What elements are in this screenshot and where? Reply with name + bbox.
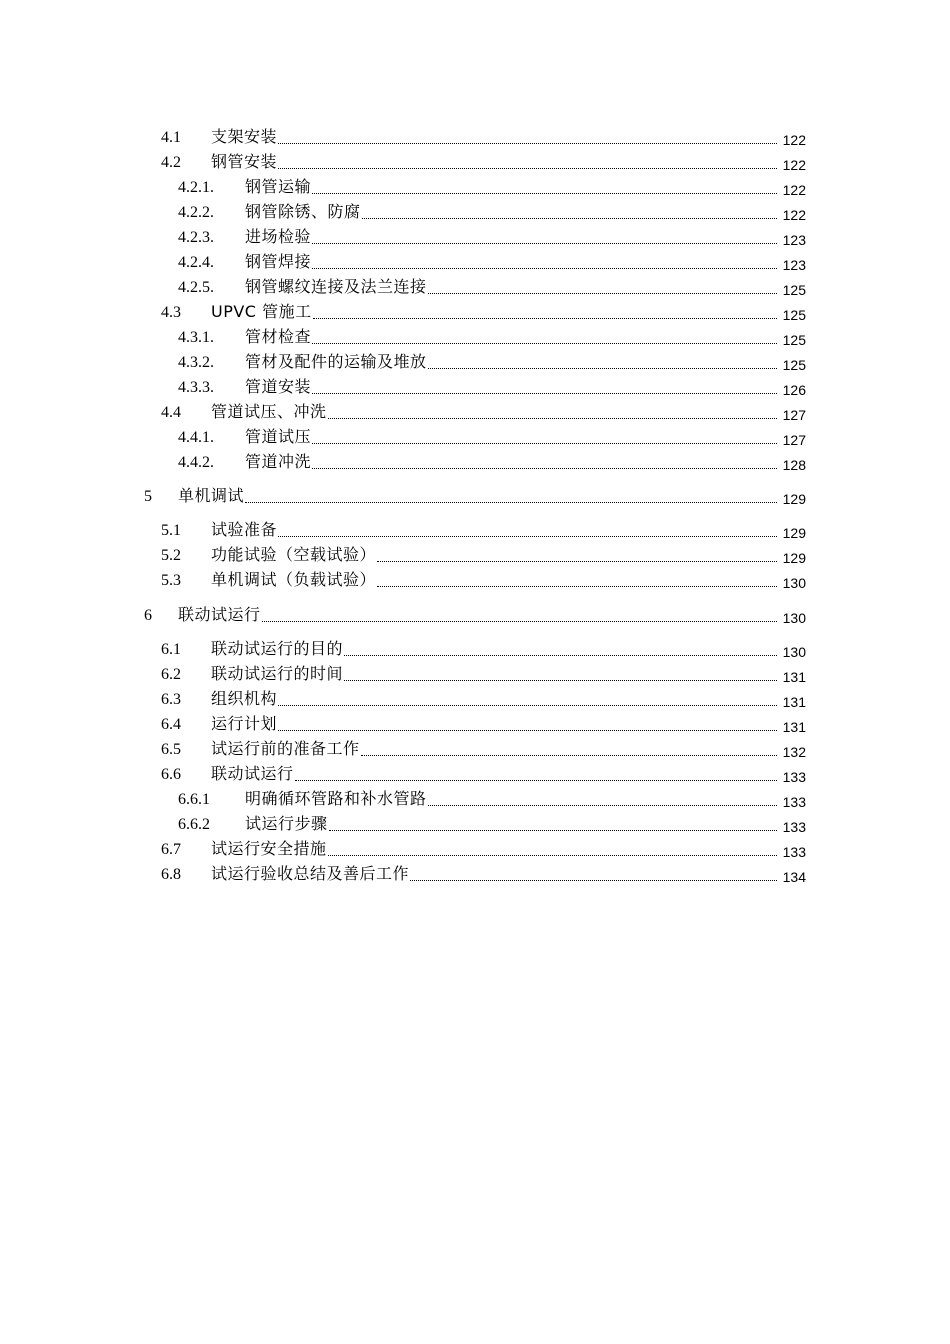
leader-dots xyxy=(428,292,777,294)
toc-title: 钢管焊接 xyxy=(245,252,312,271)
toc-number: 4.2 xyxy=(161,154,181,171)
toc-entry-4-2-4[interactable] xyxy=(0,252,950,276)
toc-entry-4-2[interactable] xyxy=(0,152,950,176)
toc-entry-5-2[interactable] xyxy=(0,545,950,569)
toc-number: 4.3.1. xyxy=(178,329,214,346)
toc-entry-6-5[interactable] xyxy=(0,739,950,763)
toc-title: 钢管除锈、防腐 xyxy=(245,202,361,221)
toc-page-number: 131 xyxy=(782,669,806,685)
toc-number: 4.1 xyxy=(161,129,181,146)
toc-title: 试运行步骤 xyxy=(245,814,328,833)
toc-page-number: 130 xyxy=(782,644,806,660)
toc-title: 联动试运行 xyxy=(178,605,261,624)
toc-entry-4-3-2[interactable] xyxy=(0,352,950,376)
toc-title: 试运行验收总结及善后工作 xyxy=(211,864,410,883)
leader-dots xyxy=(377,560,777,562)
toc-entry-4-4[interactable] xyxy=(0,402,950,426)
leader-dots xyxy=(278,142,777,144)
toc-entry-4-2-5[interactable] xyxy=(0,277,950,301)
toc-page-number: 128 xyxy=(782,457,806,473)
leader-dots xyxy=(328,854,777,856)
toc-page-number: 127 xyxy=(782,432,806,448)
toc-number: 4.2.5. xyxy=(178,279,214,296)
toc-entry-4-1[interactable] xyxy=(0,127,950,151)
toc-entry-6-8[interactable] xyxy=(0,864,950,888)
toc-number: 6.7 xyxy=(161,841,181,858)
toc-entry-6-4[interactable] xyxy=(0,714,950,738)
toc-title: 钢管运输 xyxy=(245,177,312,196)
toc-title: 试运行安全措施 xyxy=(211,839,327,858)
toc-number: 4.2.2. xyxy=(178,204,214,221)
toc-title: 明确循环管路和补水管路 xyxy=(245,789,427,808)
leader-dots xyxy=(313,317,777,319)
leader-dots xyxy=(410,879,777,881)
leader-dots xyxy=(428,804,777,806)
leader-dots xyxy=(278,729,777,731)
toc-page-number: 134 xyxy=(782,869,806,885)
toc-title: 支架安装 xyxy=(211,127,278,146)
toc-page-number: 126 xyxy=(782,382,806,398)
toc-number: 6.2 xyxy=(161,666,181,683)
leader-dots xyxy=(312,342,777,344)
toc-number: 4.3.3. xyxy=(178,379,214,396)
toc-title: 管道试压、冲洗 xyxy=(211,402,327,421)
toc-title: 单机调试（负载试验） xyxy=(211,570,377,589)
toc-page-number: 125 xyxy=(782,357,806,373)
toc-entry-6-3[interactable] xyxy=(0,689,950,713)
toc-page-number: 131 xyxy=(782,694,806,710)
leader-dots xyxy=(312,392,777,394)
leader-dots xyxy=(361,754,777,756)
toc-page-number: 130 xyxy=(782,575,806,591)
toc-page-number: 123 xyxy=(782,257,806,273)
toc-title: 运行计划 xyxy=(211,714,278,733)
toc-entry-6[interactable] xyxy=(0,605,950,629)
toc-number: 6.6.2 xyxy=(178,816,210,833)
toc-title: 钢管安装 xyxy=(211,152,278,171)
leader-dots xyxy=(312,467,777,469)
toc-title: UPVC 管施工 xyxy=(211,302,312,321)
leader-dots xyxy=(329,829,777,831)
toc-entry-6-6-1[interactable] xyxy=(0,789,950,813)
toc-number: 4.2.3. xyxy=(178,229,214,246)
toc-number: 6.5 xyxy=(161,741,181,758)
leader-dots xyxy=(344,679,777,681)
toc-entry-5-1[interactable] xyxy=(0,520,950,544)
toc-entry-4-2-3[interactable] xyxy=(0,227,950,251)
leader-dots xyxy=(312,242,777,244)
leader-dots xyxy=(262,620,777,622)
toc-number: 4.4 xyxy=(161,404,181,421)
leader-dots xyxy=(328,417,777,419)
toc-entry-6-7[interactable] xyxy=(0,839,950,863)
toc-page-number: 129 xyxy=(782,491,806,507)
leader-dots xyxy=(245,501,777,503)
toc-number: 6 xyxy=(144,607,152,624)
leader-dots xyxy=(344,654,777,656)
toc-title: 功能试验（空载试验） xyxy=(211,545,377,564)
leader-dots xyxy=(278,704,777,706)
toc-page-number: 125 xyxy=(782,332,806,348)
toc-page-number: 132 xyxy=(782,744,806,760)
toc-title: 管道冲洗 xyxy=(245,452,312,471)
toc-entry-4-4-2[interactable] xyxy=(0,452,950,476)
toc-entry-4-3-1[interactable] xyxy=(0,327,950,351)
toc-page-number: 122 xyxy=(782,132,806,148)
toc-page-number: 127 xyxy=(782,407,806,423)
toc-title: 管材及配件的运输及堆放 xyxy=(245,352,427,371)
toc-page-number: 122 xyxy=(782,207,806,223)
toc-number: 5 xyxy=(144,488,152,505)
toc-number: 6.1 xyxy=(161,641,181,658)
toc-page-number: 130 xyxy=(782,610,806,626)
toc-number: 4.4.1. xyxy=(178,429,214,446)
toc-title: 试验准备 xyxy=(211,520,278,539)
toc-number: 4.4.2. xyxy=(178,454,214,471)
toc-page-number: 129 xyxy=(782,525,806,541)
toc-entry-6-6-2[interactable] xyxy=(0,814,950,838)
toc-page-number: 133 xyxy=(782,819,806,835)
toc-entry-4-4-1[interactable] xyxy=(0,427,950,451)
leader-dots xyxy=(312,192,777,194)
leader-dots xyxy=(278,167,777,169)
toc-number: 6.6 xyxy=(161,766,181,783)
toc-entry-4-2-2[interactable] xyxy=(0,202,950,226)
toc-number: 5.1 xyxy=(161,522,181,539)
leader-dots xyxy=(377,585,777,587)
toc-title: 联动试运行 xyxy=(211,764,294,783)
toc-entry-4-3[interactable] xyxy=(0,302,950,326)
toc-title: 钢管螺纹连接及法兰连接 xyxy=(245,277,427,296)
leader-dots xyxy=(312,442,777,444)
toc-page-number: 133 xyxy=(782,844,806,860)
toc-number: 4.2.4. xyxy=(178,254,214,271)
leader-dots xyxy=(362,217,777,219)
toc-entry-6-6[interactable] xyxy=(0,764,950,788)
toc-title: 单机调试 xyxy=(178,486,245,505)
toc-number: 6.3 xyxy=(161,691,181,708)
toc-number: 4.2.1. xyxy=(178,179,214,196)
toc-number: 6.6.1 xyxy=(178,791,210,808)
leader-dots xyxy=(278,535,777,537)
toc-number: 6.4 xyxy=(161,716,181,733)
toc-page-number: 131 xyxy=(782,719,806,735)
toc-page-number: 133 xyxy=(782,769,806,785)
toc-title: 管道试压 xyxy=(245,427,312,446)
toc-page-number: 133 xyxy=(782,794,806,810)
toc-title: 进场检验 xyxy=(245,227,312,246)
toc-title: 管道安装 xyxy=(245,377,312,396)
toc-number: 5.3 xyxy=(161,572,181,589)
leader-dots xyxy=(428,367,777,369)
toc-title: 联动试运行的时间 xyxy=(211,664,344,683)
toc-page-number: 129 xyxy=(782,550,806,566)
toc-number: 4.3.2. xyxy=(178,354,214,371)
toc-entry-6-2[interactable] xyxy=(0,664,950,688)
toc-page-number: 125 xyxy=(782,307,806,323)
toc-number: 6.8 xyxy=(161,866,181,883)
toc-title: 试运行前的准备工作 xyxy=(211,739,360,758)
toc-entry-6-1[interactable] xyxy=(0,639,950,663)
toc-number: 4.3 xyxy=(161,304,181,321)
toc-page-number: 122 xyxy=(782,157,806,173)
toc-entry-5[interactable] xyxy=(0,486,950,510)
toc-entry-4-2-1[interactable] xyxy=(0,177,950,201)
leader-dots xyxy=(295,779,777,781)
toc-title: 组织机构 xyxy=(211,689,278,708)
toc-title: 联动试运行的目的 xyxy=(211,639,344,658)
toc-title: 管材检查 xyxy=(245,327,312,346)
toc-entry-5-3[interactable] xyxy=(0,570,950,594)
leader-dots xyxy=(312,267,777,269)
toc-entry-4-3-3[interactable] xyxy=(0,377,950,401)
toc-number: 5.2 xyxy=(161,547,181,564)
toc-page-number: 123 xyxy=(782,232,806,248)
toc-page-number: 125 xyxy=(782,282,806,298)
toc-page-number: 122 xyxy=(782,182,806,198)
